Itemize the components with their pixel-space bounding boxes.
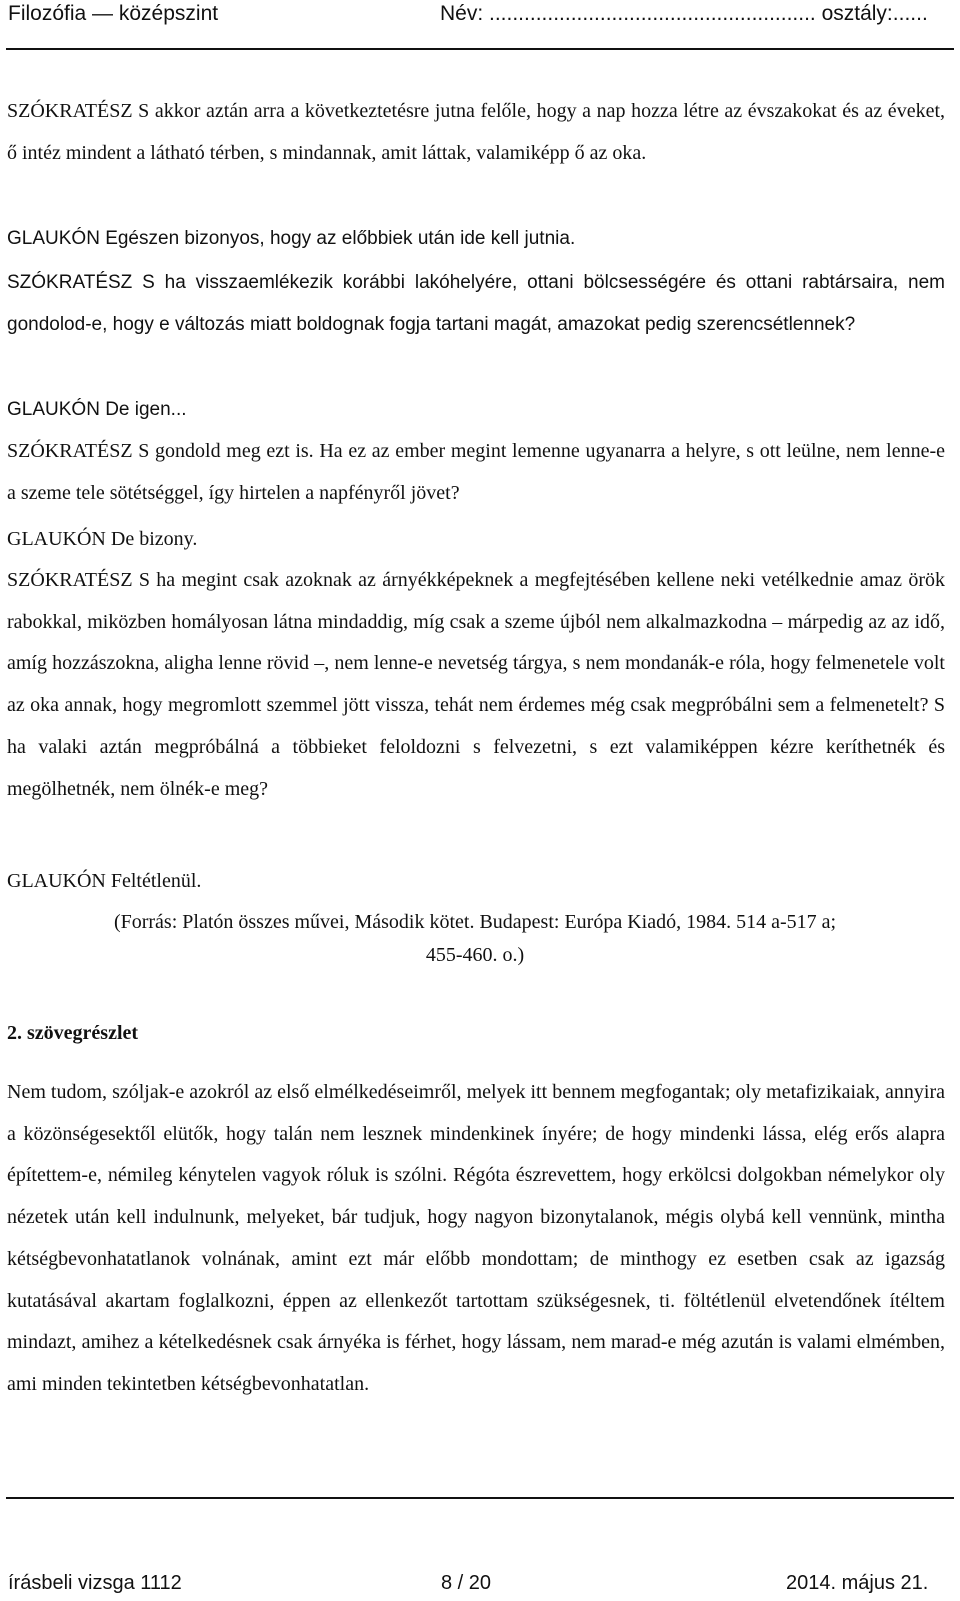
footer-date: 2014. május 21. [786,1572,929,1594]
page-header [0,0,960,52]
source-line-1: (Forrás: Platón összes művei, Második kötet. Budapest: Európa Kiadó, 1984. 514 a-517 a; [113,911,837,933]
section-body: Nem tudom, szóljak-e azokról az első elmélkedéseimről, melyek itt bennem megfogantak; oly metafizikaiak, annyira a közönségesektől elütők, hogy talán nem lesznek mindenkinek ínyére; de hogy mindenki lássa, elég erős alapra építettem-e, némileg kénytelen vagyok róluk is szólni. Régóta észrevettem, hogy erkölcsi dolgokban némelykor oly nézetek után kell indulnunk, melyeket, bár tudjuk, hogy nagyon bizonytalanok, mégis olybá kell vennünk, mintha kétségbevonhatatlanok volnának, amint ezt már előbb mondottam; de minthogy ez esetben csak az igazság kutatásával akartam foglalkozni, éppen az ellenkezőt tartottam szükségesnek, ti. föltétlenül elvetendőnek ítéltem mindazt, amihez a kételkedésnek csak árnyéka is férhet, hogy lássam, nem marad-e még azután is valami elmémben, ami minden tekintetben kétségbevonhatatlan. [7,1081,945,1395]
footer-divider [6,1497,954,1499]
dialogue-paragraph-7: SZÓKRATÉSZ S ha megint csak azoknak az árnyékképeknek a megfejtésében kellene neki vetélkednie amaz örök rabokkal, miközben homályosan látna mindaddig, míg csak a szeme újból nem alkalmazkodna – márpedig az az idő, amíg hozzászokna, aligha lenne rövid –, nem lenne-e nevetség tárgya, s nem mondanák-e róla, hogy felmenetele volt az oka annak, hogy megromlott szemmel jött vissza, tehát nem érdemes még csak megpróbálni sem a felmenetelt? S ha valaki aztán megpróbálná a többieket feloldozni s felvezetni, s ezt valamiképpen kézre keríthetnék és megölhetnék, nem ölnék-e meg? [7,569,945,800]
header-divider [6,48,954,50]
footer-page-number: 8 / 20 [441,1572,492,1594]
dialogue-line-4: GLAUKÓN De igen... [7,399,187,420]
header-name-class-field: Név: ........................................................ osztály:...... [440,2,928,25]
dialogue-paragraph-3: SZÓKRATÉSZ S ha visszaemlékezik korábbi lakóhelyére, ottani bölcsességére és ottani rabtársaira, nem gondolod-e, hogy e változás miatt boldognak fogja tartani magát, amazokat pedig szerencsétlennek? [7,272,945,335]
footer-exam-code: írásbeli vizsga 1112 [8,1572,182,1594]
dialogue-paragraph-1: SZÓKRATÉSZ S akkor aztán arra a következtetésre jutna felőle, hogy a nap hozza létre az évszakokat és az éveket, ő intéz mindent a látható térben, s mindannak, amit láttak, valamiképp ő az oka. [7,100,945,164]
dialogue-line-2: GLAUKÓN Egészen bizonyos, hogy az előbbiek után ide kell jutnia. [7,228,576,249]
dialogue-line-8: GLAUKÓN Feltétlenül. [7,870,202,892]
dialogue-paragraph-5: SZÓKRATÉSZ S gondold meg ezt is. Ha ez az ember megint lemenne ugyanarra a helyre, s ott leülne, nem lenne-e a szeme tele sötétséggel, így hirtelen a napfényről jövet? [7,440,945,504]
section-title: 2. szövegrészlet [7,1022,139,1044]
dialogue-line-6: GLAUKÓN De bizony. [7,528,198,550]
source-line-2: 455-460. o.) [425,944,525,966]
header-subject: Filozófia — középszint [8,2,219,25]
